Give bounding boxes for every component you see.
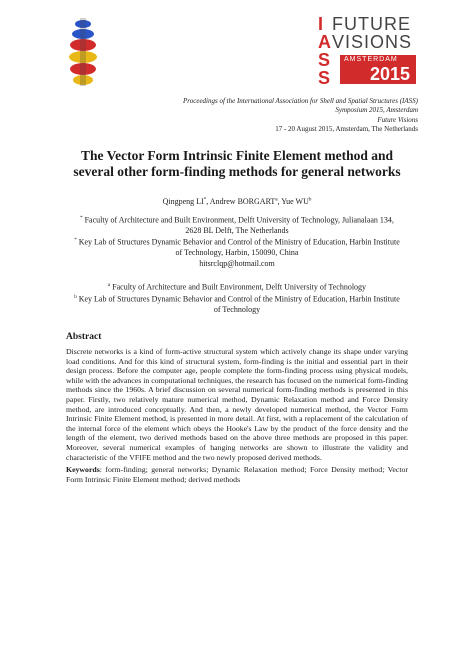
affiliation-a (60, 281, 414, 293)
author-list (40, 197, 434, 206)
affiliation-b-mark: b (74, 295, 77, 300)
header-line-2: Symposium 2015, Amsterdam (335, 106, 418, 115)
affiliation-star2-line-2: of Technology, Harbin, 150090, China (175, 248, 299, 258)
author-3: , Yue WU (277, 197, 309, 206)
author-1-mark: * (203, 197, 207, 203)
affiliation-b-line-2: of Technology (213, 305, 261, 315)
affiliation-star (60, 214, 414, 237)
affiliation-a-line: Faculty of Architecture and Built Environment, Delft University of Technology (112, 282, 367, 292)
keywords (66, 465, 408, 484)
proceedings-header (183, 97, 418, 135)
title-line-1: The Vector Form Intrinsic Finite Element method and (80, 148, 394, 163)
logo-letter-s2: S (318, 68, 331, 88)
logo-letter-i: I (318, 14, 324, 34)
affiliation-star-2 (60, 236, 414, 269)
author-2-mark: a (275, 197, 278, 203)
author-1: Qingpeng LI (162, 197, 204, 206)
paper-title (40, 148, 434, 180)
author-email: hitsrclqp@hotmail.com (199, 258, 275, 268)
header-line-3: Future Visions (377, 115, 418, 124)
logo-future: FUTURE (332, 14, 411, 34)
logo-letter-a: A (318, 32, 331, 52)
abstract-body: Discrete networks is a kind of form-active structural system which actively change its shape under varying load conditions. And for this kind of structural system, form-finding is the initial and essential part in their design process. Before the computer age, people complete the form-finding process using physical models, while with the advances in computational techniques, the research has focused on the numerical form-finding methods since the 1960s. A brief discussion on several numerical form-finding methods is presented in this paper. Firstly, two relatively mature numerical method, Dynamic Relaxation method and Force Density method, are introduced conceptually. And then, a newly developed numerical method, the Vector Form Intrinsic Finite Element method, is presented in more detail. At first, with a replacement of the calculation of the internal force of the element which obeys the Hooke's Law by the product of the force density and the length of the element, two derived methods based on the above three methods are proposed in this paper. Moreover, several numerical examples of hanging networks are shown to illustrate the validity and characteristic of the VFIFE method and the two newly proposed derived methods. (66, 347, 408, 462)
header-line-1: Proceedings of the International Association for Shell and Spatial Structures (IASS) (183, 97, 418, 105)
keywords-text: : form-finding; general networks; Dynamic Relaxation method; Force Density method; Vector Form Intrinsic Finite Element method; derived methods (66, 465, 408, 484)
affiliation-a-mark: a (107, 283, 111, 288)
affiliation-b (60, 293, 414, 316)
logo-year: 2015 (340, 64, 416, 84)
affiliation-star2-mark: * (74, 238, 77, 243)
header-line-4: 17 - 20 August 2015, Amsterdam, The Netherlands (275, 125, 418, 134)
title-line-2: several other form-finding methods for general networks (73, 164, 401, 179)
logo-letter-s1: S (318, 50, 331, 70)
affiliation-star-line-2: 2628 BL Delft, The Netherlands (185, 226, 289, 236)
keywords-label: Keywords (66, 465, 100, 474)
tu-delft-logo (60, 14, 106, 92)
abstract-heading: Abstract (66, 332, 102, 342)
affiliation-b-line-1: Key Lab of Structures Dynamic Behavior and Control of the Ministry of Education, Harbin Institute (78, 294, 400, 304)
author-3-mark: b (308, 197, 312, 203)
logo-visions: VISIONS (332, 32, 413, 52)
affiliation-star-mark: * (80, 216, 83, 221)
affiliation-star-line-1: Faculty of Architecture and Built Environment, Delft University of Technology, Julianalaan 134, (84, 215, 394, 225)
affiliation-star2-line-1: Key Lab of Structures Dynamic Behavior and Control of the Ministry of Education, Harbin Institute (78, 237, 400, 247)
author-2: , Andrew BORGART (206, 197, 276, 206)
logo-city: AMSTERDAM (340, 55, 416, 64)
future-visions-logo (318, 14, 418, 88)
